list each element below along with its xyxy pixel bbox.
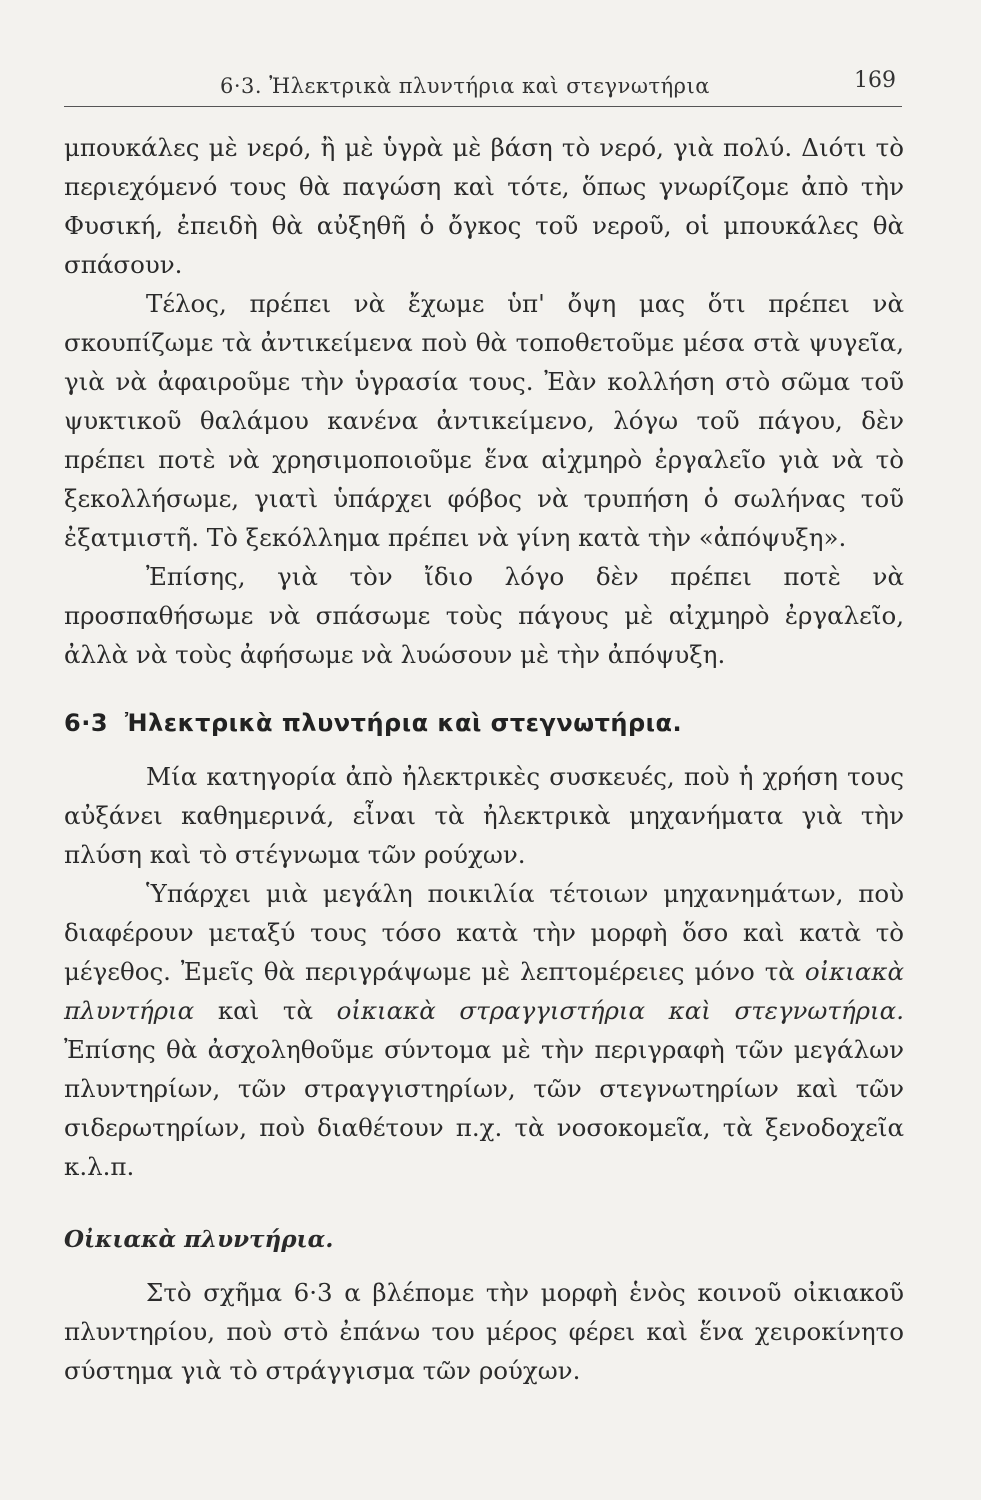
section-number: 6·3 [64, 709, 109, 737]
text-run: Ἐπίσης θὰ ἀσχοληθοῦμε σύντομα μὲ τὴν περιγραφὴ τῶν μεγάλων πλυντηρίων, τῶν στραγγιστηρίων, τῶν στεγνωτηρίων καὶ τῶν σιδερωτηρίων, ποὺ διαθέτουν π.χ. τὰ νοσοκομεῖα, τὰ ξενοδοχεῖα κ.λ.π. [64, 1035, 904, 1181]
paragraph: Στὸ σχῆμα 6·3 α βλέπομε τὴν μορφὴ ἑνὸς κοινοῦ οἰκιακοῦ πλυντηρίου, ποὺ στὸ ἐπάνω του μέρος φέρει καὶ ἕνα χειροκίνητο σύστημα γιὰ τὸ στράγγισμα τῶν ρούχων. [64, 1278, 904, 1385]
emphasis-text: οἰκιακὰ στραγγιστήρια καὶ στεγνωτήρια. [336, 996, 904, 1025]
emphasis-text: οἰκιακὰ πλυντήρια [64, 957, 904, 1025]
paragraph: Ἐπίσης, γιὰ τὸν ἴδιο λόγο δὲν πρέπει ποτὲ νὰ προσπαθήσωμε νὰ σπάσωμε τοὺς πάγους μὲ αἰχμηρὸ ἐργαλεῖο, ἀλλὰ νὰ τοὺς ἀφήσωμε νὰ λυώσουν μὲ τὴν ἀπόψυξη. [64, 562, 904, 669]
page-number: 169 [854, 68, 896, 93]
running-title: 6·3. Ἠλεκτρικὰ πλυντήρια καὶ στεγνωτήρια [220, 74, 710, 98]
text-run: Ὑπάρχει μιὰ μεγάλη ποικιλία τέτοιων μηχανημάτων, ποὺ διαφέρουν μεταξύ τους τόσο κατὰ τὴν μορφὴ ὅσο καὶ κατὰ τὸ μέγεθος. Ἐμεῖς θὰ περιγράψωμε μὲ λεπτομέρειες μόνο τὰ [64, 879, 904, 986]
paragraph: Τέλος, πρέπει νὰ ἔχωμε ὑπ' ὄψη μας ὅτι πρέπει νὰ σκουπίζωμε τὰ ἀντικείμενα ποὺ θὰ τοποθετοῦμε μέσα στὰ ψυγεῖα, γιὰ νὰ ἀφαιροῦμε τὴν ὑγρασία τους. Ἐὰν κολλήση στὸ σῶμα τοῦ ψυκτικοῦ θαλάμου κανένα ἀντικείμενο, λόγω τοῦ πάγου, δὲν πρέπει ποτὲ νὰ χρησιμοποιοῦμε ἕνα αἰχμηρὸ ἐργαλεῖο γιὰ νὰ τὸ ξεκολλήσωμε, γιατὶ ὑπάρχει φόβος νὰ τρυπήση ὁ σωλήνας τοῦ ἐξατμιστῆ. Τὸ ξεκόλλημα πρέπει νὰ γίνη κατὰ τὴν «ἀπόψυξη». [64, 289, 904, 552]
body-text [64, 128, 904, 1390]
section-title: Ἠλεκτρικὰ πλυντήρια καὶ στεγνωτήρια. [124, 709, 683, 737]
text-run: καὶ τὰ [194, 996, 337, 1025]
paragraph [64, 874, 904, 1186]
paragraph: Μία κατηγορία ἀπὸ ἠλεκτρικὲς συσκευές, ποὺ ἡ χρήση τους αὐξάνει καθημερινά, εἶναι τὰ ἠλεκτρικὰ μηχανήματα γιὰ τὴν πλύση καὶ τὸ στέγνωμα τῶν ρούχων. [64, 762, 904, 869]
section-heading [64, 704, 904, 743]
running-header [64, 66, 902, 107]
subsection-heading: Οἰκιακὰ πλυντήρια. [64, 1226, 334, 1253]
paragraph: μπουκάλες μὲ νερό, ἢ μὲ ὑγρὰ μὲ βάση τὸ νερό, γιὰ πολύ. Διότι τὸ περιεχόμενό τους θὰ παγώση καὶ τότε, ὅπως γνωρίζομε ἀπὸ τὴν Φυσική, ἐπειδὴ θὰ αὐξηθῆ ὁ ὄγκος τοῦ νεροῦ, οἱ μπουκάλες θὰ σπάσουν. [64, 133, 904, 279]
